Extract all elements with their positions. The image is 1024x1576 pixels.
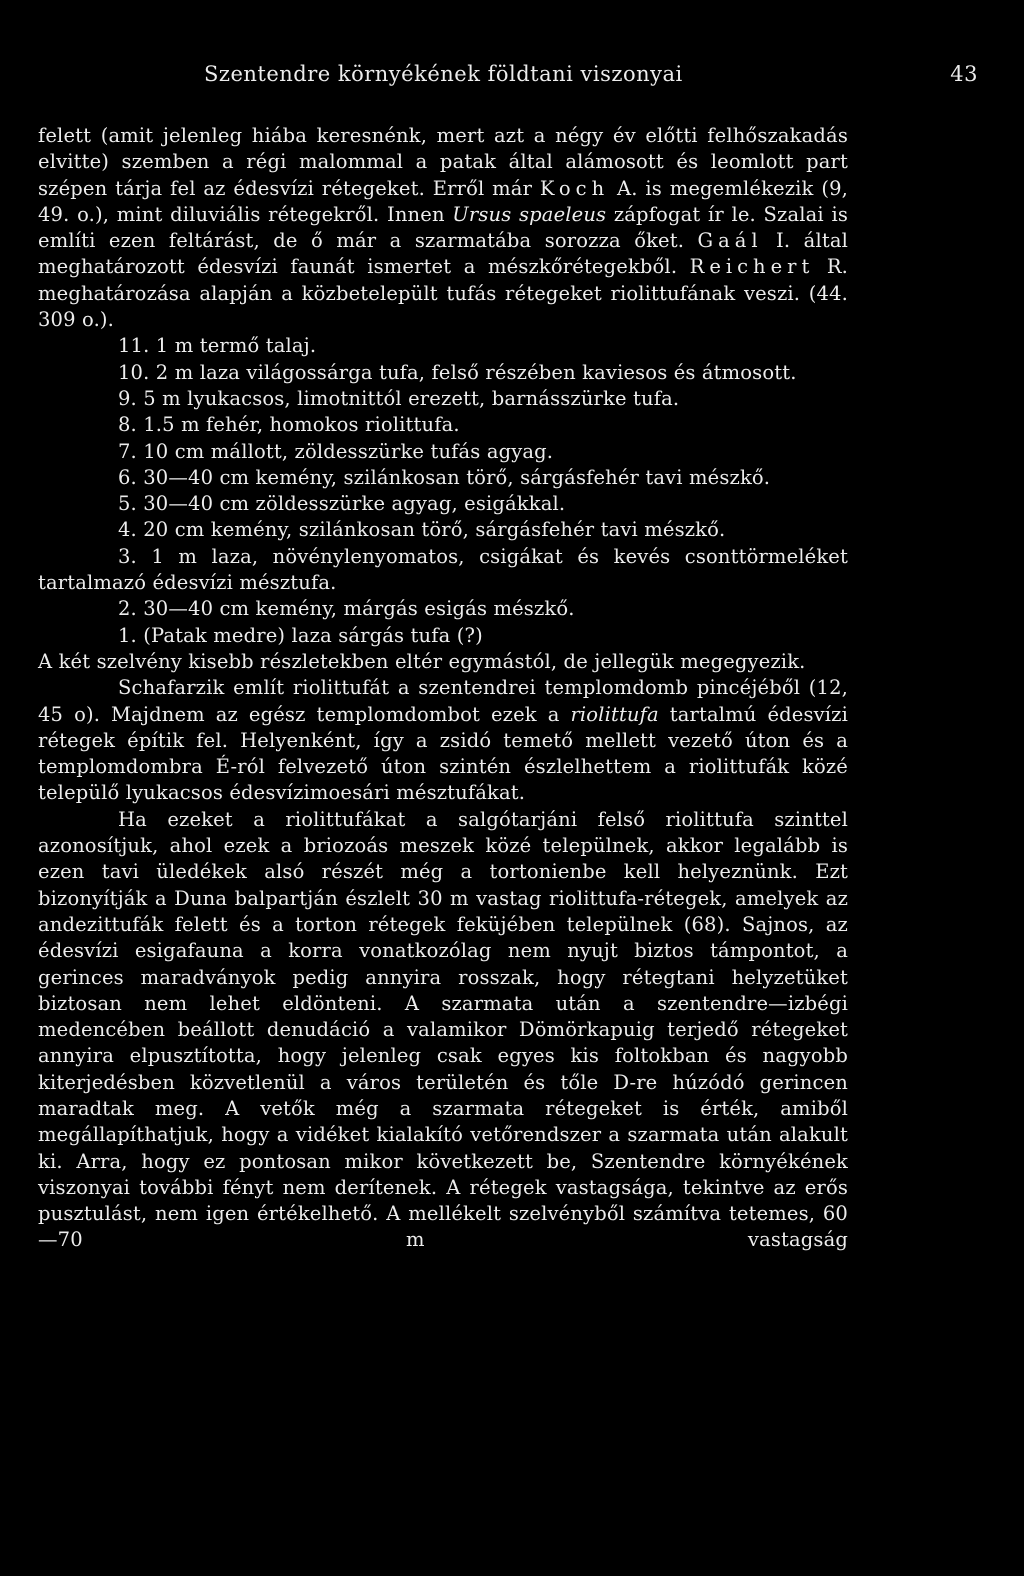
- schafarzik-text-1: Schafarzik említ riolittufát a szentendrei templomdomb pincéjéből (12, 45 o). Majdnem az egész templomdombot ezek a: [38, 676, 848, 726]
- intro-paragraph: [38, 123, 848, 333]
- layer-item: 2. 30—40 cm kemény, márgás esigás mészkő.: [118, 597, 575, 621]
- layer-item: 9. 5 m lyukacsos, limotnittól erezett, barnásszürke tufa.: [118, 386, 680, 410]
- layer-item: 11. 1 m termő talaj.: [118, 334, 317, 358]
- layer-item: 7. 10 cm mállott, zöldesszürke tufás agyag.: [118, 439, 554, 463]
- author-koch: Koch: [539, 176, 610, 200]
- paragraph-schafarzik: [38, 675, 848, 806]
- page-body: [38, 123, 848, 1254]
- running-title: Szentendre környékének földtani viszonyai: [204, 62, 683, 86]
- intro-text-5: R. meghatározása alapján a közbetelepült tufás rétegeket riolittufának veszi. (44. 309 o.).: [38, 255, 848, 332]
- paragraph-salgotarjan: Ha ezeket a riolittufákat a salgótarjáni felső riolittufa szinttel azonosítjuk, ahol ezek a briozoás meszek közé települnek, akkor legalább is ezen tavi üledékek alsó részét még a tortonienbe kell helyeznünk. Ezt bizonyítják a Duna balpartján észlelt 30 m vastag riolittufa-rétegek, amelyek az andezittufák felett és a torton rétegek feküjében települnek (68). Sajnos, az édesvízi esigafauna a korra vonatkozólag nem nyujt biztos támpontot, a gerinces maradványok pedig annyira rosszak, hogy rétegtani helyzetüket biztosan nem lehet eldönteni. A szarmata után a szentendre—izbégi medencében beállott denudáció a valamikor Dömörkapuig terjedő rétegeket annyira elpusztította, hogy jelenleg csak egyes kis foltokban és nagyobb kiterjedésben közvetlenül a város területén és tőle D-re húzódó gerincen maradtak meg. A vetők még a szarmata rétegeket is érték, amiből megállapíthatjuk, hogy a vidéket kialakító vetőrendszer a szarmata után alakult ki. Arra, hogy ez pontosan mikor következett be, Szentendre környékének viszonyai további fényt nem derítenek. A rétegek vastagsága, tekintve az erős pusztulást, nem igen értékelhető. A mellékelt szelvényből számítva tetemes, 60—70 m vastagság: [38, 807, 848, 1252]
- author-reichert: Reichert: [689, 255, 815, 279]
- term-riolittufa: riolittufa: [570, 702, 659, 726]
- layer-item: 6. 30—40 cm kemény, szilánkosan törő, sárgásfehér tavi mészkő.: [118, 465, 771, 489]
- layer-item: 5. 30—40 cm zöldesszürke agyag, esigákkal.: [118, 492, 566, 516]
- intro-text-1: felett (amit jelenleg hiába keresnénk, mert azt a négy év előtti felhőszakadás elvitte) szemben a régi malommal a patak által alámosott és leomlott part szépen tárja fel az édesvízi rétegeket. Erről már: [38, 124, 848, 200]
- paragraph-comparison: A két szelvény kisebb részletekben eltér egymástól, de jellegük megegyezik.: [38, 649, 806, 673]
- author-gaal: Gaál: [697, 229, 763, 253]
- layer-item: 4. 20 cm kemény, szilánkosan törő, sárgásfehér tavi mészkő.: [118, 518, 726, 542]
- taxon-ursus-spaeleus: Ursus spaeleus: [452, 202, 607, 226]
- layer-item: 10. 2 m laza világossárga tufa, felső részében kaviesos és átmosott.: [118, 360, 797, 384]
- page-number: 43: [950, 62, 978, 86]
- schafarzik-text-2: tartalmú édesvízi rétegek építik fel. Helyenként, így a zsidó temető mellett vezető úton és a templomdombra É-ról felvezető úton szintén észlelhettem a riolittufák közé települő lyukacsos édesvízimoesári mésztufákat.: [38, 702, 848, 805]
- layer-item: 1. (Patak medre) laza sárgás tufa (?): [118, 623, 483, 647]
- intro-text-2: A. is megemlékezik (9, 49. o.), mint diluviális rétegekről. Innen: [38, 176, 848, 226]
- page-header: [38, 62, 986, 92]
- intro-text-4: I. által meghatározott édesvízi faunát ismertet a mészkőrétegekből.: [38, 229, 848, 279]
- intro-text-3: zápfogat ír le. Szalai is említi ezen feltárást, de ő már a szarmatába sorozza őket.: [38, 202, 848, 253]
- layer-item: 8. 1.5 m fehér, homokos riolittufa.: [118, 413, 460, 437]
- layer-item: 3. 1 m laza, növénylenyomatos, csigákat és kevés csonttörmeléket tartalmazó édesvízi mésztufa.: [38, 544, 848, 595]
